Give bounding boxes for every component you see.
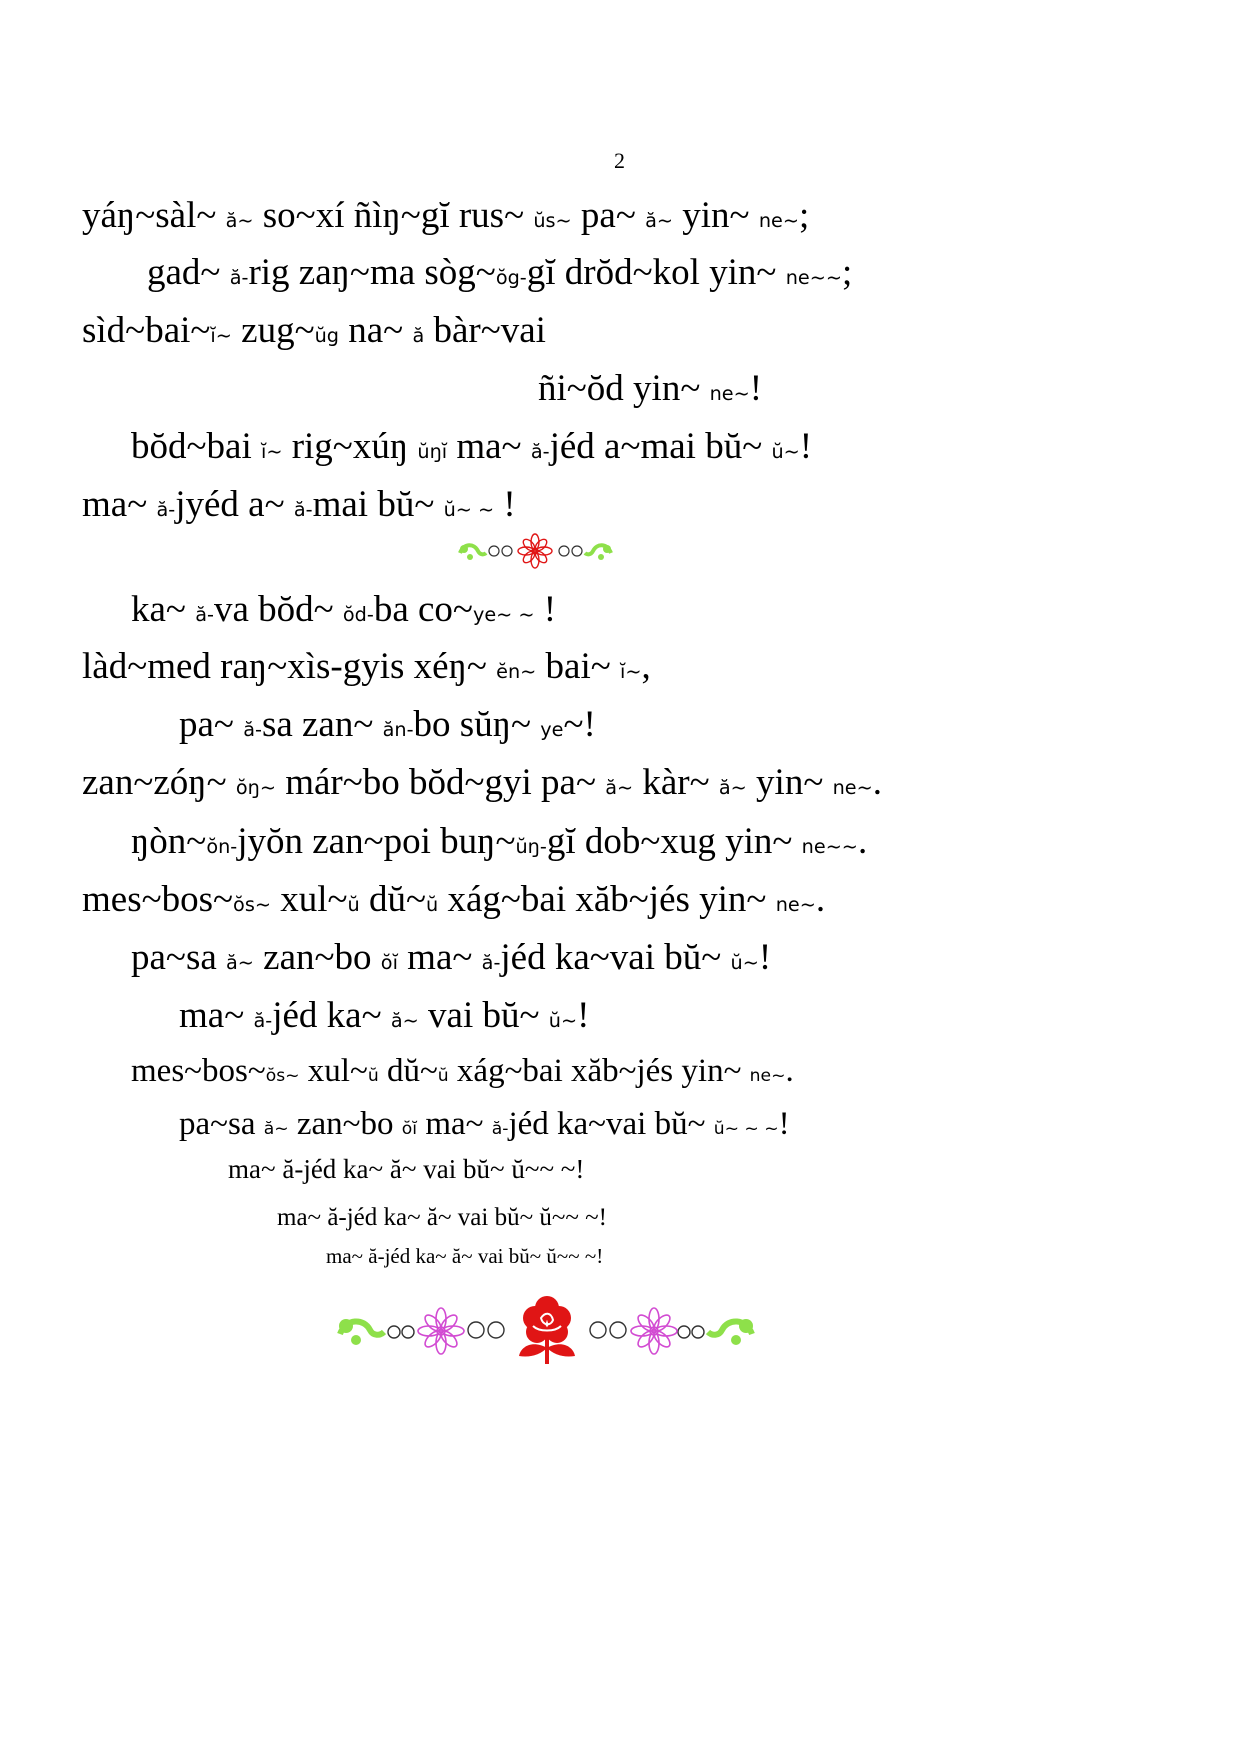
verse-text: !: [749, 368, 763, 409]
verse-text: yáŋ~sàl~: [82, 195, 226, 236]
verse-text: jéd a~mai bŭ~: [549, 426, 772, 467]
vine-right-icon: [585, 545, 611, 560]
vine-left-icon: [460, 545, 486, 560]
small-syllable: ŭg: [314, 324, 339, 347]
small-syllable: ŏŋ~: [235, 776, 276, 799]
pink-flower-left-icon: [418, 1308, 464, 1354]
small-syllable: ne~: [749, 1066, 786, 1086]
vine-right-icon: [708, 1319, 753, 1345]
small-syllable: ă-: [253, 1009, 273, 1032]
verse-text: jyéd a~: [175, 484, 294, 525]
small-syllable: ŭ~ ~: [443, 498, 495, 521]
verse-text: bo sŭŋ~: [413, 704, 541, 745]
verse-text: xág~bai xăb~jés yin~: [438, 879, 776, 920]
verse-text: !: [758, 937, 772, 978]
small-syllable: ŭ: [426, 893, 439, 916]
small-syllable: ŭs~: [533, 209, 572, 232]
verse-text: mes~bos~: [131, 1053, 266, 1089]
verse-text: ŭ~~ ~: [539, 1204, 599, 1231]
verse-line-6: [82, 486, 516, 523]
verse-text: jéd ka~: [272, 995, 391, 1036]
small-syllable: ĭ~: [620, 660, 642, 683]
small-syllable: ă~: [225, 209, 254, 232]
verse-line-12: [82, 881, 825, 918]
flower-icon: [518, 534, 552, 568]
verse-text: ma~: [447, 426, 531, 467]
small-syllable: ŏs~: [233, 893, 271, 916]
verse-line-14: [179, 997, 589, 1034]
verse-line-13: [131, 939, 771, 976]
small-syllable: ne~: [758, 209, 799, 232]
small-syllable: ă~: [390, 1009, 419, 1032]
verse-text: yin~: [746, 762, 833, 803]
small-syllable: ă-: [229, 266, 249, 289]
small-syllable: ne~~: [785, 266, 842, 289]
verse-text: zan~zóŋ~: [82, 762, 236, 803]
verse-text: so~xí ñìŋ~gĭ rus~: [253, 195, 534, 236]
small-syllable: ŭ: [367, 1066, 379, 1086]
verse-text: ŭ~~ ~: [511, 1154, 576, 1184]
small-syllable: ĭ~: [210, 324, 232, 347]
verse-text: ba co~: [373, 589, 473, 630]
small-syllable: ŭ: [437, 1066, 449, 1086]
verse-text: dŭ~: [378, 1053, 438, 1089]
vine-left-icon: [339, 1319, 384, 1345]
verse-text: vai bŭ~: [418, 995, 549, 1036]
small-syllable: ŏĭ: [401, 1119, 418, 1139]
small-syllable: ă~: [645, 209, 674, 232]
verse-text: pa~sa: [179, 1106, 264, 1142]
verse-line-11: [131, 823, 867, 860]
verse-text: xág~bai xăb~jés yin~: [448, 1053, 750, 1089]
verse-text: ,: [641, 646, 651, 687]
verse-text: sa zan~: [261, 704, 383, 745]
verse-text: .: [857, 821, 868, 862]
small-syllable: ŏĭ: [380, 951, 398, 974]
verse-text: kàr~: [633, 762, 719, 803]
small-flower-divider: [458, 533, 613, 569]
verse-text: !: [598, 1204, 607, 1231]
small-syllable: ă-: [195, 603, 214, 626]
small-syllable: ă-: [530, 440, 550, 463]
verse-text: gad~: [147, 252, 230, 293]
verse-text: sìd~bai~: [82, 310, 211, 351]
verse-text: már~bo bŏd~gyi pa~: [275, 762, 606, 803]
verse-text: pa~: [571, 195, 646, 236]
verse-text: jyŏn zan~poi buŋ~: [237, 821, 516, 862]
verse-text: ;: [841, 252, 853, 293]
verse-line-10: [82, 764, 882, 801]
verse-text: ma~ ă-jéd ka~ ă~ vai bŭ~ ŭ~~ ~!: [326, 1244, 604, 1268]
verse-text: yin~: [673, 195, 759, 236]
verse-text: ;: [798, 195, 810, 236]
verse-text: jéd ka~vai bŭ~: [508, 1106, 714, 1142]
verse-text: !: [575, 1154, 585, 1184]
small-syllable: ŏd-: [342, 603, 374, 626]
small-syllable: ŏn-: [206, 835, 238, 858]
verse-line-17: [228, 1156, 584, 1183]
pink-flower-right-icon: [631, 1308, 677, 1354]
verse-line-2: [147, 254, 852, 291]
verse-line-9: [179, 706, 596, 743]
verse-line-1: [82, 197, 809, 234]
small-syllable: ne~: [775, 893, 816, 916]
verse-line-7: [131, 591, 556, 628]
small-syllable: ŭ~: [771, 440, 800, 463]
verse-text: bàr~vai: [424, 310, 546, 351]
small-syllable: ĭ~: [260, 440, 283, 463]
verse-line-15: [131, 1055, 794, 1088]
small-syllable: ă-: [491, 1119, 509, 1139]
small-syllable: ă-: [156, 498, 176, 521]
small-syllable: ŭŋ-: [515, 835, 547, 858]
small-syllable: ne~: [709, 382, 750, 405]
small-syllable: ăn-: [382, 718, 414, 741]
verse-text: !: [494, 484, 516, 525]
verse-line-19: [326, 1246, 603, 1267]
verse-text: gĭ drŏd~kol yin~: [526, 252, 786, 293]
small-syllable: ŭ~: [548, 1009, 578, 1032]
verse-text: ~!: [563, 704, 596, 745]
verse-line-3: [82, 312, 546, 349]
small-syllable: ă~: [605, 776, 634, 799]
verse-text: ma~: [417, 1106, 492, 1142]
small-syllable: ne~~: [801, 835, 858, 858]
verse-text: pa~: [179, 704, 244, 745]
small-syllable: ă-: [243, 718, 262, 741]
verse-text: .: [785, 1053, 794, 1089]
verse-line-8: [82, 648, 651, 685]
verse-line-18: [277, 1205, 607, 1230]
verse-text: jéd ka~vai bŭ~: [500, 937, 731, 978]
verse-text: mai bŭ~: [312, 484, 444, 525]
small-syllable: ŭ: [347, 893, 360, 916]
verse-text: xul~: [299, 1053, 368, 1089]
verse-text: bŏd~bai: [131, 426, 261, 467]
verse-text: ka~: [131, 589, 196, 630]
verse-text: .: [815, 879, 826, 920]
small-syllable: ne~: [832, 776, 873, 799]
small-syllable: ă~: [263, 1119, 289, 1139]
small-syllable: ŭ~: [730, 951, 759, 974]
verse-line-5: [131, 428, 812, 465]
verse-text: rig~xúŋ: [282, 426, 418, 467]
verse-text: ma~ ă-jéd ka~ ă~ vai bŭ~: [228, 1154, 512, 1184]
verse-text: ma~: [397, 937, 482, 978]
small-syllable: ă~: [226, 951, 254, 974]
small-syllable: ye~ ~: [472, 603, 535, 626]
verse-text: ma~: [82, 484, 157, 525]
verse-text: na~: [339, 310, 413, 351]
small-syllable: ĕn~: [496, 660, 537, 683]
small-syllable: ă-: [481, 951, 501, 974]
verse-text: ñi~ŏd yin~: [538, 368, 710, 409]
verse-text: dŭ~: [359, 879, 426, 920]
verse-text: !: [534, 589, 557, 630]
small-syllable: ŏg-: [495, 266, 527, 289]
small-syllable: ŭŋĭ: [417, 440, 448, 463]
small-syllable: ă~: [718, 776, 747, 799]
verse-text: zug~: [231, 310, 315, 351]
verse-text: !: [778, 1106, 790, 1142]
small-syllable: ă: [412, 324, 425, 347]
verse-text: rig zaŋ~ma sòg~: [248, 252, 496, 293]
small-syllable: ye: [540, 718, 564, 741]
large-flower-divider: [336, 1296, 756, 1366]
verse-text: mes~bos~: [82, 879, 234, 920]
verse-text: !: [577, 995, 590, 1036]
verse-text: bai~: [536, 646, 621, 687]
verse-line-4: [538, 370, 762, 407]
verse-text: xul~: [270, 879, 348, 920]
verse-text: !: [799, 426, 813, 467]
verse-text: ma~: [179, 995, 254, 1036]
verse-line-16: [179, 1108, 790, 1141]
verse-text: va bŏd~: [213, 589, 343, 630]
small-syllable: ŏs~: [265, 1066, 300, 1086]
verse-text: zan~bo: [253, 937, 381, 978]
verse-text: làd~med raŋ~xìs-gyis xéŋ~: [82, 646, 497, 687]
verse-text: zan~bo: [288, 1106, 402, 1142]
verse-text: gĭ dob~xug yin~: [546, 821, 802, 862]
verse-text: .: [872, 762, 882, 803]
page-number: 2: [614, 148, 625, 173]
red-rose-icon: [519, 1296, 575, 1364]
verse-text: pa~sa: [131, 937, 227, 978]
small-syllable: ŭ~ ~ ~: [713, 1119, 779, 1139]
verse-text: ma~ ă-jéd ka~ ă~ vai bŭ~: [277, 1204, 540, 1231]
small-syllable: ă-: [293, 498, 313, 521]
verse-text: ŋòn~: [131, 821, 207, 862]
